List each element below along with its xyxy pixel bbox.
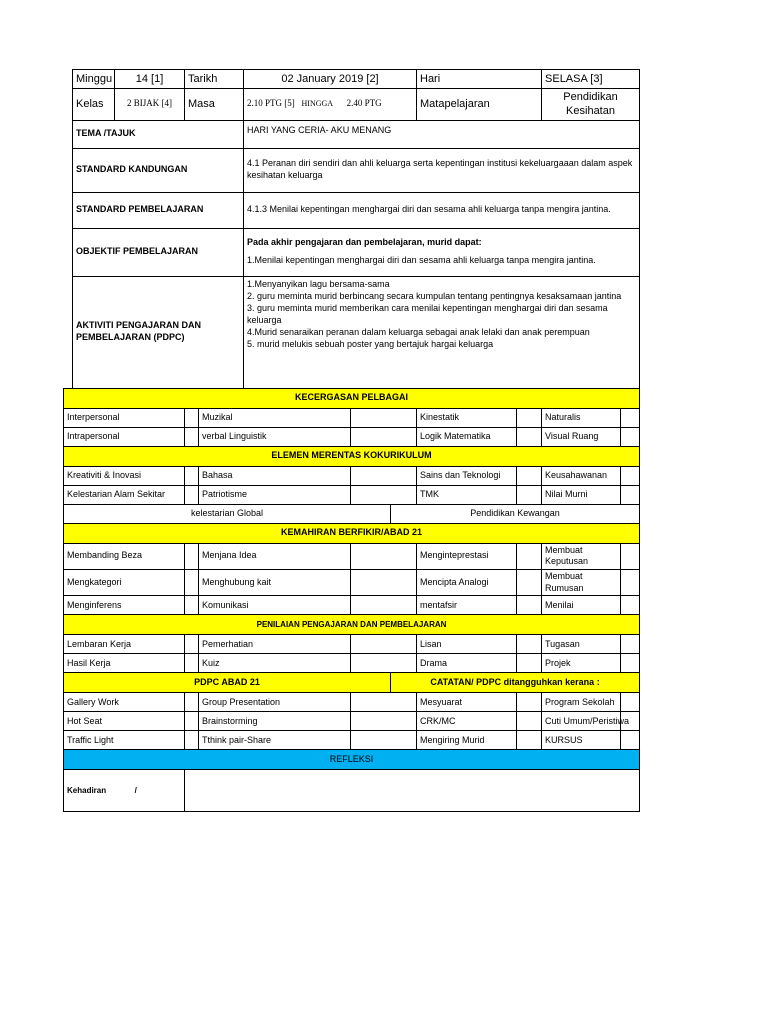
checkbox-cell[interactable] <box>185 485 199 504</box>
kba-title: KEMAHIRAN BERFIKIR/ABAD 21 <box>64 523 640 543</box>
table-row <box>64 408 640 427</box>
checkbox-cell[interactable] <box>621 485 640 504</box>
catatan-item: Program Sekolah <box>542 693 621 712</box>
aktiviti-cell[interactable] <box>244 276 640 388</box>
kehadiran-slash: / <box>134 785 137 795</box>
checkbox-cell[interactable] <box>351 485 417 504</box>
kecergasan-item: Interpersonal <box>64 408 185 427</box>
checkbox-cell[interactable] <box>185 569 199 595</box>
checkbox-cell[interactable] <box>517 635 542 654</box>
penilaian-item: Pemerhatian <box>199 635 351 654</box>
objektif-cell[interactable] <box>244 228 640 276</box>
emk-kewangan: Pendidikan Kewangan <box>391 504 640 523</box>
activity-item: 5. murid melukis sebuah poster yang bertajuk hargai keluarga <box>247 339 494 350</box>
checkbox-cell[interactable] <box>517 485 542 504</box>
emk-item: Keusahawanan <box>542 466 621 485</box>
checkbox-cell[interactable] <box>185 466 199 485</box>
checkbox-cell[interactable] <box>351 596 417 615</box>
pdpc-item: Group Presentation <box>199 693 351 712</box>
sk-label: STANDARD KANDUNGAN <box>73 148 244 192</box>
pdpc-item: Hot Seat <box>64 712 185 731</box>
penilaian-item: Drama <box>417 654 517 673</box>
tarikh-label: Tarikh <box>185 70 244 89</box>
kehadiran-cell[interactable] <box>64 770 185 812</box>
minggu-value[interactable]: 14 [1] <box>115 70 185 89</box>
checkbox-cell[interactable] <box>517 654 542 673</box>
kba-item: Menghubung kait <box>199 569 351 595</box>
kba-item: Mengkategori <box>64 569 185 595</box>
penilaian-item: Lisan <box>417 635 517 654</box>
checkbox-cell[interactable] <box>185 712 199 731</box>
pdpc-item: Traffic Light <box>64 731 185 750</box>
checkbox-cell[interactable] <box>351 635 417 654</box>
checkbox-cell[interactable] <box>351 427 417 446</box>
checkbox-cell[interactable] <box>351 466 417 485</box>
catatan-item: Mengiring Murid <box>417 731 517 750</box>
checkbox-cell[interactable] <box>517 427 542 446</box>
pdpc-item: Gallery Work <box>64 693 185 712</box>
table-row <box>64 654 640 673</box>
masa-hingga: HINGGA <box>301 99 334 109</box>
kba-item: Menjana Idea <box>199 543 351 569</box>
subject-label: Matapelajaran <box>417 89 542 121</box>
kba-item: Komunikasi <box>199 596 351 615</box>
hari-label: Hari <box>417 70 542 89</box>
checkbox-cell[interactable] <box>185 427 199 446</box>
catatan-item: Cuti Umum/Peristiwa <box>542 712 621 731</box>
table-row <box>64 693 640 712</box>
tema-label: TEMA /TAJUK <box>73 120 244 148</box>
objektif-label: OBJEKTIF PEMBELAJARAN <box>73 228 244 276</box>
checkbox-cell[interactable] <box>351 693 417 712</box>
emk-item: Bahasa <box>199 466 351 485</box>
checkbox-cell[interactable] <box>621 635 640 654</box>
aktiviti-label: AKTIVITI PENGAJARAN DAN PEMBELAJARAN (PDPC) <box>73 276 244 388</box>
checkbox-cell[interactable] <box>517 712 542 731</box>
emk-title: ELEMEN MERENTAS KOKURIKULUM <box>64 446 640 466</box>
objektif-intro: Pada akhir pengajaran dan pembelajaran, murid dapat: <box>247 237 482 248</box>
checkbox-cell[interactable] <box>517 731 542 750</box>
catatan-item: KURSUS <box>542 731 621 750</box>
activity-item: 4.Murid senaraikan peranan dalam keluarga sebagai anak lelaki dan anak perempuan <box>247 327 590 338</box>
emk-item: Sains dan Teknologi <box>417 466 517 485</box>
checkbox-cell[interactable] <box>621 654 640 673</box>
refleksi-title: REFLEKSI <box>64 750 640 770</box>
checkbox-cell[interactable] <box>621 466 640 485</box>
penilaian-item: Hasil Kerja <box>64 654 185 673</box>
penilaian-item: Kuiz <box>199 654 351 673</box>
kelas-value[interactable]: 2 BIJAK [4] <box>115 89 185 121</box>
kba-item: Menginteprestasi <box>417 543 517 569</box>
emk-item: Patriotisme <box>199 485 351 504</box>
checkbox-cell[interactable] <box>517 596 542 615</box>
checkbox-cell[interactable] <box>351 654 417 673</box>
emk-item: TMK <box>417 485 517 504</box>
table-row <box>64 569 640 595</box>
masa-value[interactable] <box>244 89 417 121</box>
sp-value[interactable]: 4.1.3 Menilai kepentingan menghargai diri dan sesama ahli keluarga tanpa mengira jantina. <box>244 192 640 228</box>
table-row <box>64 635 640 654</box>
catatan-item: CRK/MC <box>417 712 517 731</box>
checkbox-cell[interactable] <box>185 693 199 712</box>
lesson-plan-table <box>63 69 640 812</box>
subject-value[interactable]: Pendidikan Kesihatan <box>542 89 640 121</box>
table-row <box>64 731 640 750</box>
emk-item: Kreativiti & Inovasi <box>64 466 185 485</box>
minggu-label: Minggu <box>73 70 115 89</box>
lesson-plan-sheet <box>63 69 639 812</box>
hari-value[interactable]: SELASA [3] <box>542 70 640 89</box>
pdpc-item: Brainstorming <box>199 712 351 731</box>
masa-start: 2.10 PTG [5] <box>247 98 295 109</box>
checkbox-cell[interactable] <box>351 712 417 731</box>
checkbox-cell[interactable] <box>621 427 640 446</box>
kecergasan-item: verbal Linguistik <box>199 427 351 446</box>
checkbox-cell[interactable] <box>185 596 199 615</box>
penilaian-item: Tugasan <box>542 635 621 654</box>
pdpc-item: Tthink pair-Share <box>199 731 351 750</box>
checkbox-cell[interactable] <box>621 569 640 595</box>
sp-label: STANDARD PEMBELAJARAN <box>73 192 244 228</box>
penilaian-item: Lembaran Kerja <box>64 635 185 654</box>
checkbox-cell[interactable] <box>621 408 640 427</box>
kecergasan-item: Kinestatik <box>417 408 517 427</box>
masa-label: Masa <box>185 89 244 121</box>
checkbox-cell[interactable] <box>185 654 199 673</box>
checkbox-cell[interactable] <box>351 731 417 750</box>
checkbox-cell[interactable] <box>185 635 199 654</box>
catatan-title: CATATAN/ PDPC ditangguhkan kerana : <box>391 673 640 693</box>
table-row <box>64 427 640 446</box>
kba-item: Menginferens <box>64 596 185 615</box>
kba-item: Membanding Beza <box>64 543 185 569</box>
catatan-item: Mesyuarat <box>417 693 517 712</box>
activity-item: 3. guru meminta murid memberikan cara menilai kepentingan menghargai diri dan sesama keluarga <box>247 302 608 326</box>
kba-item: Mencipta Analogi <box>417 569 517 595</box>
kecergasan-item: Logik Matematika <box>417 427 517 446</box>
table-row <box>64 504 640 523</box>
table-row <box>64 485 640 504</box>
kehadiran-label: Kehadiran <box>67 785 107 795</box>
kelas-label: Kelas <box>73 89 115 121</box>
checkbox-cell[interactable] <box>185 408 199 427</box>
checkbox-cell[interactable] <box>351 543 417 569</box>
sk-value[interactable]: 4.1 Peranan diri sendiri dan ahli keluarga serta kepentingan institusi kekeluargaaan dalam aspek kesihatan keluarga <box>244 148 640 192</box>
refleksi-notes[interactable] <box>185 770 640 812</box>
table-row <box>64 543 640 569</box>
checkbox-cell[interactable] <box>517 543 542 569</box>
table-row <box>64 712 640 731</box>
activity-item: 2. guru meminta murid berbincang secara kumpulan tentang pentingnya kesaksamaan jantina <box>247 290 622 301</box>
checkbox-cell[interactable] <box>351 408 417 427</box>
checkbox-cell[interactable] <box>621 543 640 569</box>
table-row <box>64 596 640 615</box>
activity-item: 1.Menyanyikan lagu bersama-sama <box>247 278 390 289</box>
emk-global: kelestarian Global <box>64 504 391 523</box>
kecergasan-title: KECERGASAN PELBAGAI <box>64 388 640 408</box>
table-row <box>64 466 640 485</box>
checkbox-cell[interactable] <box>621 693 640 712</box>
checkbox-cell[interactable] <box>517 466 542 485</box>
penilaian-item: Projek <box>542 654 621 673</box>
kecergasan-item: Muzikal <box>199 408 351 427</box>
kecergasan-item: Intrapersonal <box>64 427 185 446</box>
tema-value[interactable]: HARI YANG CERIA- AKU MENANG <box>244 120 640 148</box>
kba-item: Menilai <box>542 596 621 615</box>
kba-item: mentafsir <box>417 596 517 615</box>
emk-item: Nilai Murni <box>542 485 621 504</box>
checkbox-cell[interactable] <box>517 408 542 427</box>
penilaian-title: PENILAIAN PENGAJARAN DAN PEMBELAJARAN <box>64 615 640 635</box>
kecergasan-item: Naturalis <box>542 408 621 427</box>
checkbox-cell[interactable] <box>621 731 640 750</box>
checkbox-cell[interactable] <box>185 731 199 750</box>
pdpc-title: PDPC ABAD 21 <box>64 673 391 693</box>
checkbox-cell[interactable] <box>517 693 542 712</box>
checkbox-cell[interactable] <box>517 569 542 595</box>
objektif-value: 1.Menilai kepentingan menghargai diri dan sesama ahli keluarga tanpa mengira jantina. <box>247 255 596 266</box>
kecergasan-item: Visual Ruang <box>542 427 621 446</box>
checkbox-cell[interactable] <box>351 569 417 595</box>
kba-item: Membuat Keputusan <box>542 543 621 569</box>
kba-item: Membuat Rumusan <box>542 569 621 595</box>
masa-end: 2.40 PTG <box>346 98 382 109</box>
checkbox-cell[interactable] <box>185 543 199 569</box>
checkbox-cell[interactable] <box>621 596 640 615</box>
tarikh-value[interactable]: 02 January 2019 [2] <box>244 70 417 89</box>
emk-item: Kelestarian Alam Sekitar <box>64 485 185 504</box>
left-gutter <box>64 70 73 121</box>
